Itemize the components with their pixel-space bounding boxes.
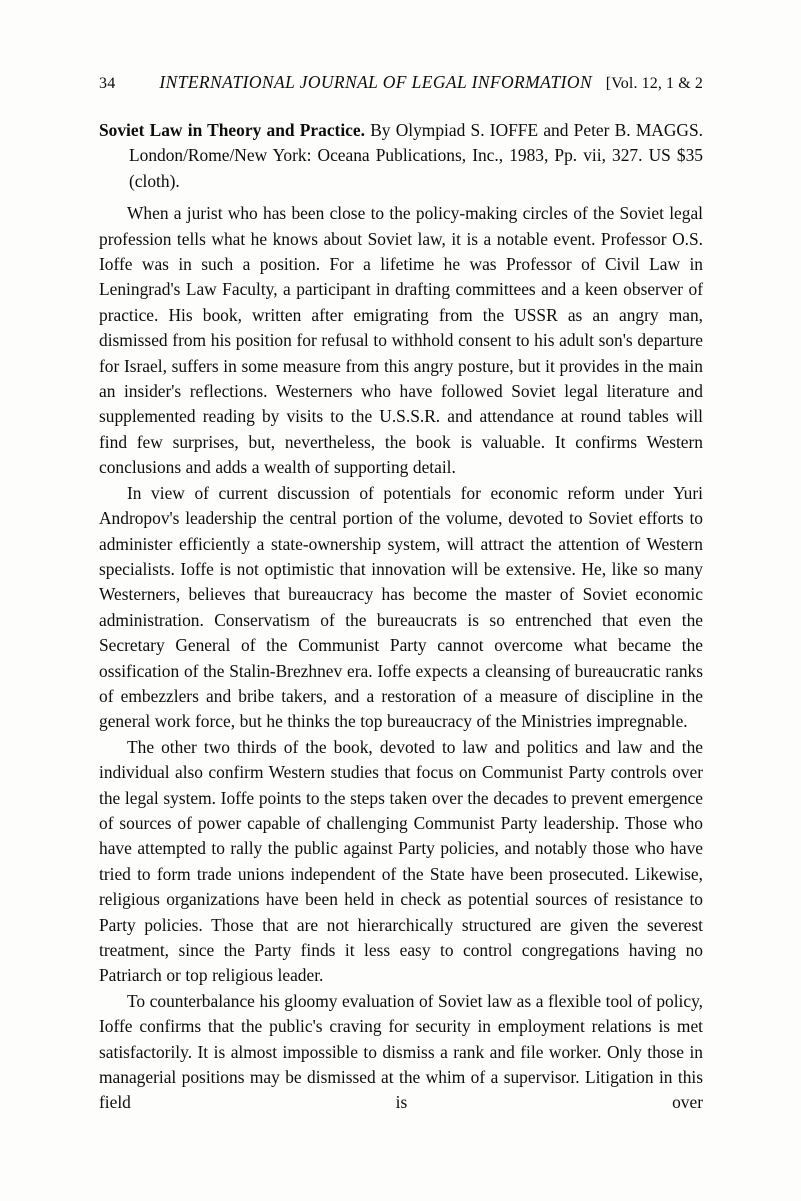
book-title: Soviet Law in Theory and Practice. (99, 120, 365, 140)
volume-issue-note: [Vol. 12, 1 & 2 (605, 75, 703, 92)
page-number: 34 (99, 75, 116, 92)
running-header (99, 72, 703, 94)
body-paragraph-4: To counterbalance his gloomy evaluation of Soviet law as a flexible tool of policy, Ioffe confirms that the public's craving for security in employment relations is met satisfactorily. It is almost impossible to dismiss a rank and file worker. Only those in managerial positions may be dismissed at the whim of a supervisor. Litigation in this field is over (99, 990, 703, 1113)
body-paragraph-2: In view of current discussion of potentials for economic reform under Yuri Andropov's leadership the central portion of the volume, devoted to Soviet efforts to administer efficiently a state-ownership system, will attract the attention of Western specialists. Ioffe is not optimistic that innovation will be extensive. He, like so many Westerners, believes that bureaucracy has become the master of Soviet economic administration. Conservatism of the bureaucrats is so entrenched that even the Secretary General of the Communist Party cannot overcome what became the ossification of the Stalin-Brezhnev era. Ioffe expects a cleansing of bureaucratic ranks of embezzlers and bribe takers, and a restoration of a measure of discipline in the general work force, but he thinks the top bureaucracy of the Ministries impregnable. (99, 482, 703, 732)
text-column (99, 118, 703, 1116)
body-paragraph-3: The other two thirds of the book, devoted to law and politics and law and the individual also confirm Western studies that focus on Communist Party controls over the legal system. Ioffe points to the steps taken over the decades to prevent emergence of sources of power capable of challenging Communist Party leadership. Those who have attempted to rally the public against Party policies, and notably those who have tried to form trade unions independent of the State have been prosecuted. Likewise, religious organizations have been held in check as potential sources of resistance to Party policies. Those that are not hierarchically structured are given the severest treatment, since the Party finds it less easy to control congregations having no Patriarch or top religious leader. (99, 736, 703, 986)
journal-title: INTERNATIONAL JOURNAL OF LEGAL INFORMATION (159, 72, 593, 92)
book-citation-details: By Olympiad S. IOFFE and Peter B. MAGGS. London/Rome/New York: Oceana Publications, Inc., 1983, Pp. vii, 327. US $35 (cloth). (129, 120, 703, 191)
book-citation (99, 118, 703, 194)
body-paragraph-1: When a jurist who has been close to the policy-making circles of the Soviet legal profession tells what he knows about Soviet law, it is a notable event. Professor O.S. Ioffe was in such a position. For a lifetime he was Professor of Civil Law in Leningrad's Law Faculty, a participant in drafting committees and a keen observer of practice. His book, written after emigrating from the USSR as an angry man, dismissed from his position for refusal to withhold consent to his adult son's departure for Israel, suffers in some measure from this angry posture, but it provides in the main an insider's reflections. Westerners who have followed Soviet legal literature and supplemented reading by visits to the U.S.S.R. and attendance at round tables will find few surprises, but, nevertheless, the book is valuable. It confirms Western conclusions and adds a wealth of supporting detail. (99, 203, 703, 478)
